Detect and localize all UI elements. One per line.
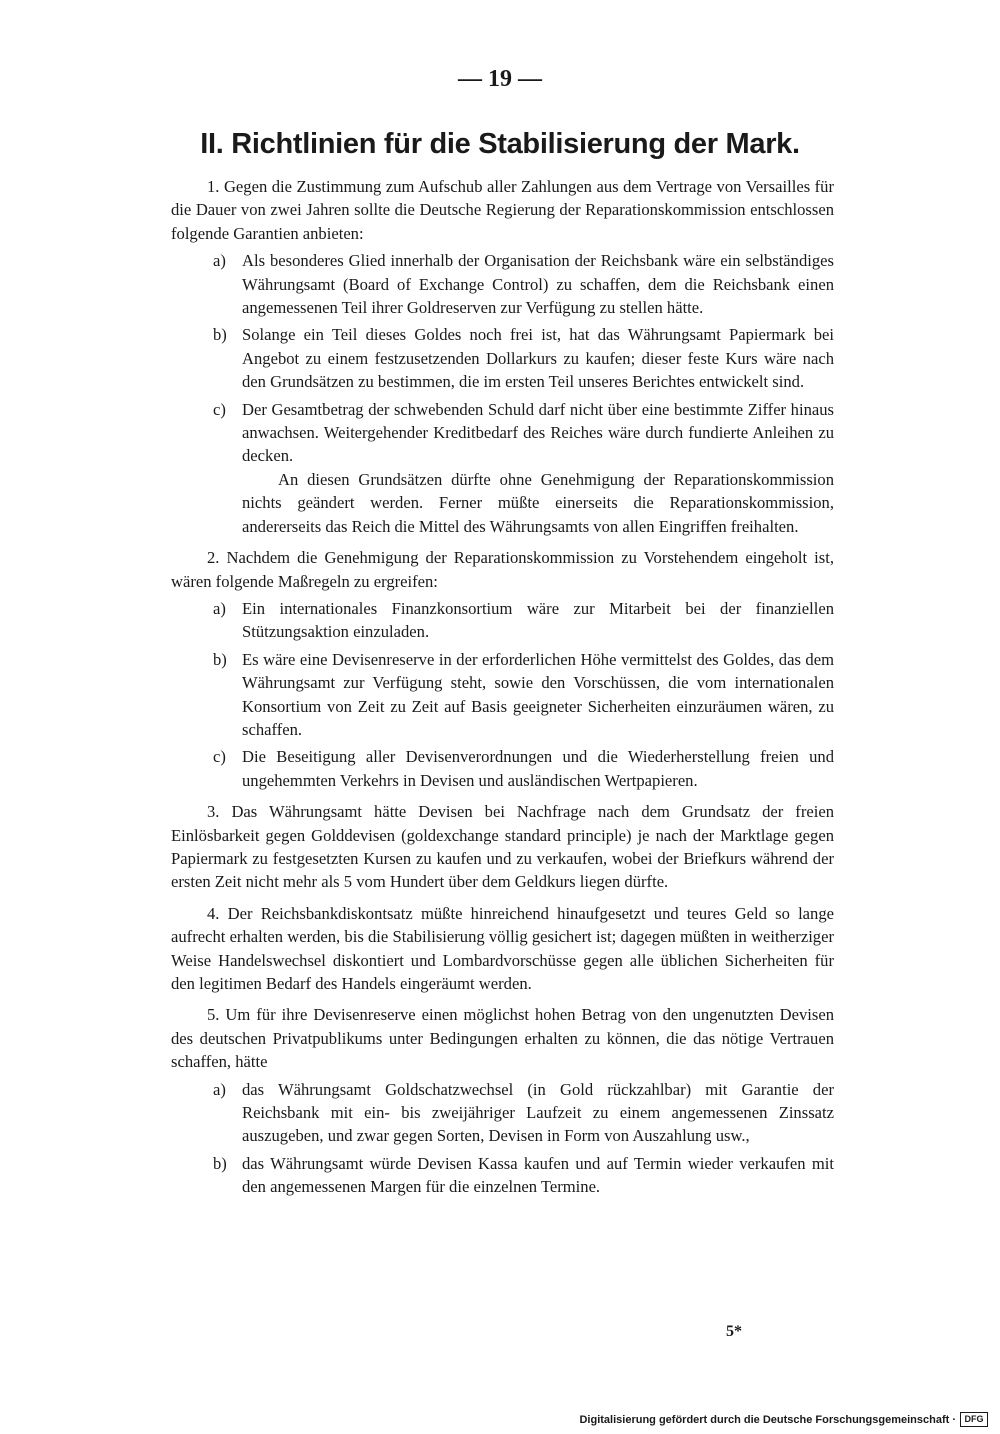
paragraph-1-intro: 1. Gegen die Zustimmung zum Aufschub aller Zahlungen aus dem Vertrage von Versailles für die Dauer von zwei Jahren sollte die Deutsche Regierung der Reparationskommission entschlossen folgende Garantien anbieten:	[171, 177, 834, 243]
list-item-label: b)	[213, 649, 227, 669]
digitization-footer	[579, 1412, 988, 1427]
paragraph-5-intro: 5. Um für ihre Devisenreserve einen möglichst hohen Betrag von den ungenutzten Devisen des deutschen Privatpublikums unter Bedingungen erhalten zu können, die das nötige Vertrauen schaffen, hätte	[171, 1005, 834, 1072]
paragraph-2-intro: 2. Nachdem die Genehmigung der Reparationskommission zu Vorstehendem eingeholt ist, wären folgende Maßregeln zu ergreifen:	[171, 548, 834, 591]
list-item-text: Als besonderes Glied innerhalb der Organisation der Reichsbank wäre ein selbständiges Währungsamt (Board of Exchange Control) zu schaffen, dem die Reichsbank einen angemessenen Teil ihrer Goldreserven zur Verfügung zu stellen hätte.	[242, 251, 834, 318]
list-item-text: Ein internationales Finanzkonsortium wäre zur Mitarbeit bei der finanziellen Stützungsaktion einzuladen.	[242, 598, 834, 642]
page-number: — 19 —	[458, 66, 542, 92]
list-item-text: Der Gesamtbetrag der schwebenden Schuld darf nicht über eine bestimmte Ziffer hinaus anwachsen. Weitergehender Kreditbedarf des Reiches wäre durch fundierte Anleihen zu decken.	[242, 399, 834, 466]
list-item-label: b)	[213, 1153, 227, 1173]
paragraph-1-closing: An diesen Grundsätzen dürfte ohne Genehmigung der Reparationskommission nichts geändert werden. Ferner müßte einerseits die Reparationskommission, andererseits das Reich die Mittel des Währungsamts von allen Eingriffen freihalten.	[242, 469, 834, 536]
list-item-text: Es wäre eine Devisenreserve in der erforderlichen Höhe vermittelst des Goldes, das dem Währungsamt zur Verfügung steht, sowie den Vorschüssen, die vom internationalen Konsortium von Zeit zu Zeit auf Basis geeigneter Sicherheiten einzuräumen wären, zu schaffen.	[242, 649, 834, 739]
list-item-1c	[171, 398, 834, 468]
paragraph-4: 4. Der Reichsbankdiskontsatz müßte hinreichend hinaufgesetzt und teures Geld so lange aufrecht erhalten werden, bis die Stabilisierung völlig gesichert ist; dagegen müßten in weitherziger Weise Handelswechsel diskontiert und Lombardvorschüsse gegen alle üblichen Sicherheiten für den legitimen Bedarf des Handels eingeräumt werden.	[171, 903, 834, 993]
list-item-label: b)	[213, 325, 227, 345]
list-item-5b	[171, 1152, 834, 1199]
list-item-label: a)	[213, 1079, 226, 1099]
list-item-label: a)	[213, 251, 226, 271]
list-item-text: das Währungsamt würde Devisen Kassa kaufen und auf Termin wieder verkaufen mit den angemessenen Margen für die einzelnen Termine.	[242, 1153, 834, 1197]
dfg-logo-icon: DFG	[960, 1412, 988, 1427]
paragraph-3: 3. Das Währungsamt hätte Devisen bei Nachfrage nach dem Grundsatz der freien Einlösbarkeit gegen Golddevisen (goldexchange standard principle) je nach der Marktlage gegen Papiermark zu festgesetzten Kursen zu kaufen und zu verkaufen, wobei der Briefkurs während der ersten Zeit nicht mehr als 5 vom Hundert über dem Geldkurs liegen dürfte.	[171, 802, 834, 892]
list-item-5a	[171, 1078, 834, 1148]
list-item-label: c)	[213, 399, 226, 419]
list-item-2c	[171, 745, 834, 792]
list-item-text: das Währungsamt Goldschatzwechsel (in Gold rückzahlbar) mit Garantie der Reichsbank mit ein- bis zweijähriger Laufzeit zu einem angemessenen Zinssatz auszugeben, und zwar gegen Sorten, Devisen in Form von Auszahlung usw.,	[242, 1079, 834, 1146]
section-title: II. Richtlinien für die Stabilisierung der Mark.	[200, 128, 800, 160]
list-item-1a	[171, 249, 834, 319]
sheet-signature-mark: 5*	[726, 1323, 742, 1340]
list-item-2a	[171, 597, 834, 644]
list-item-label: a)	[213, 598, 226, 618]
footer-credit-text: Digitalisierung gefördert durch die Deutsche Forschungsgemeinschaft ·	[579, 1413, 956, 1426]
list-item-text: Solange ein Teil dieses Goldes noch frei ist, hat das Währungsamt Papiermark bei Angebot zu einem festzusetzenden Dollarkurs zu kaufen; dieser feste Kurs wäre nach den Grundsätzen zu bestimmen, die im ersten Teil unseres Berichtes entwickelt sind.	[242, 325, 834, 392]
list-item-1b	[171, 323, 834, 393]
list-item-2b	[171, 648, 834, 742]
document-body	[171, 175, 834, 1199]
list-item-text: Die Beseitigung aller Devisenverordnungen und die Wiederherstellung freien und ungehemmten Verkehrs in Devisen und ausländischen Wertpapieren.	[242, 747, 834, 790]
list-item-label: c)	[213, 747, 226, 767]
